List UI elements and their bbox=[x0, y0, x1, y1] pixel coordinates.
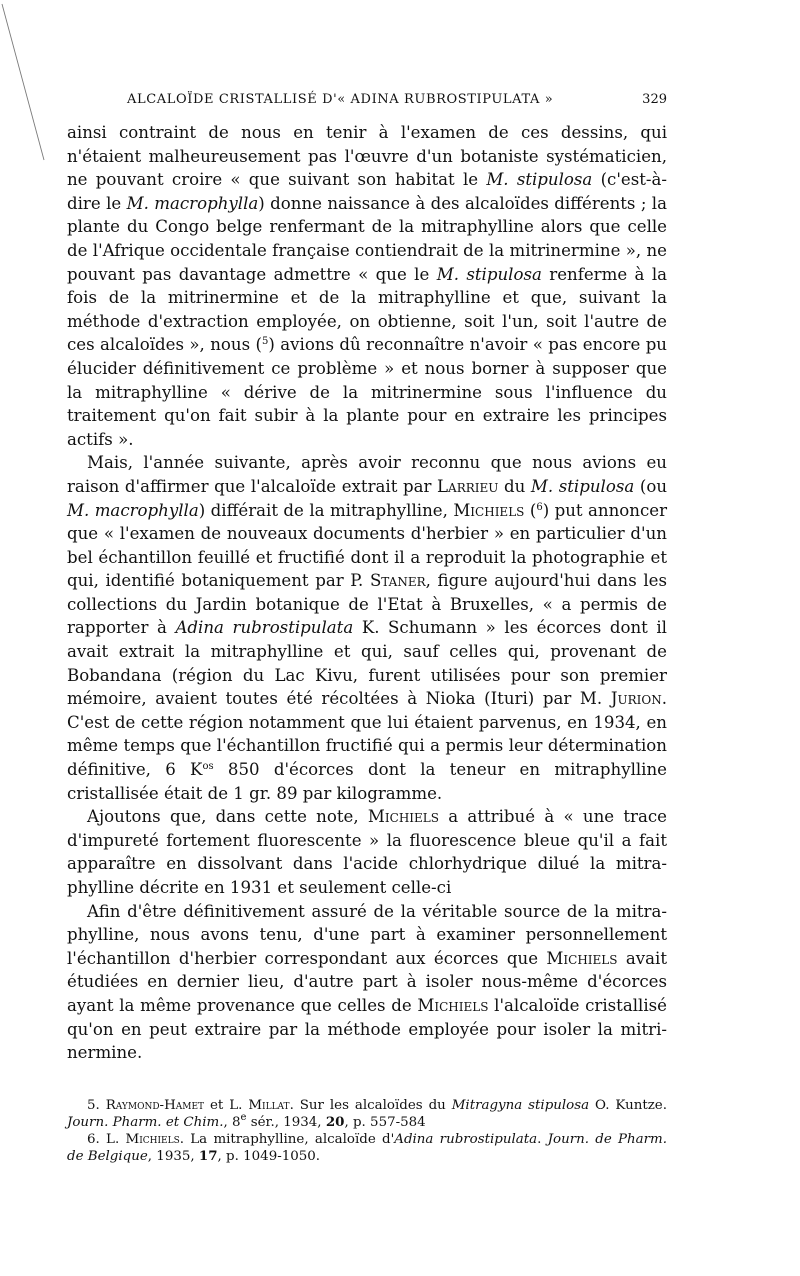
superscript: e bbox=[240, 1111, 247, 1123]
text-run: O. Kuntze. bbox=[589, 1097, 667, 1113]
author-name: Millat bbox=[248, 1097, 290, 1113]
text-run: ainsi contraint de nous en tenir à l'examen de ces dessins, qui n'étaient malheureusement pas l'œuvre d'un botaniste systématicien, ne pouvant croire « que suivant son habitat le bbox=[67, 123, 667, 190]
superscript: os bbox=[202, 761, 214, 773]
author-name: Michiels bbox=[546, 948, 618, 968]
text-run: (c'est-à-dire le bbox=[67, 170, 668, 213]
text-run: 6. L. bbox=[87, 1131, 126, 1147]
species-name: M. stipulosa bbox=[530, 476, 635, 496]
species-name: M. macrophylla bbox=[126, 193, 259, 213]
author-name: Michiels bbox=[453, 500, 525, 520]
paragraph-1 bbox=[67, 121, 667, 451]
journal-title: Journ. Pharm. et Chim. bbox=[67, 1114, 224, 1130]
species-name: M. macrophylla bbox=[67, 500, 199, 520]
author-name: Raymond-Hamet bbox=[105, 1097, 205, 1113]
text-run: du bbox=[498, 476, 531, 496]
text-run: ) avions dû reconnaître n'avoir « pas encore pu élucider définitivement ce problème » et nous borner à supposer que la mitraphylline « dérive de la mitrinermine sous l'influence du traitement qu'on fait subir à la plante pour en extraire les principes actifs ». bbox=[67, 335, 667, 449]
text-run: (ou bbox=[634, 476, 668, 496]
text-run: , 1935, bbox=[147, 1148, 199, 1164]
text-run: ) différait de la mitraphylline, bbox=[198, 500, 454, 520]
text-run: ) donne naissance à des alcaloïdes différents ; la plante du Congo belge renfermant de la mitraphylline alors que celle de l'Afrique occidentale française contiendrait de la mitrinermine », ne pouvant pas davantage admettre « que le bbox=[67, 193, 668, 284]
scan-scratch-mark bbox=[0, 0, 60, 170]
text-run: ) put annoncer que « l'examen de nouveaux documents d'herbier » en particulier d'un bel échantillon feuillé et fructifié dont il a reproduit la photographie et qui, identifié botaniquement par P. bbox=[67, 500, 668, 591]
volume-number: 17 bbox=[198, 1147, 218, 1164]
text-run: , p. 557-584 bbox=[344, 1114, 426, 1130]
text-run: 5. bbox=[87, 1097, 106, 1113]
volume-number: 20 bbox=[325, 1113, 345, 1130]
footnotes bbox=[67, 1097, 667, 1165]
species-name: Adina rubrostipulata bbox=[394, 1131, 538, 1147]
footnote-6 bbox=[67, 1131, 667, 1165]
text-run: a attribué à « une trace d'impureté fortement fluorescente » la fluorescence bleue qu'il a fait apparaître en dissolvant dans l'acide chlorhydrique dilué la mitraphylline décrite en 1931 et seulement celle-ci bbox=[67, 807, 667, 897]
species-name: M. stipulosa bbox=[436, 264, 542, 284]
footnote-5 bbox=[67, 1097, 667, 1131]
author-name: Staner bbox=[369, 571, 426, 591]
species-name: Adina rubrostipulata bbox=[175, 618, 354, 638]
running-title: ALCALOÏDE CRISTALLISÉ D'« ADINA RUBROSTIPULATA » bbox=[127, 92, 554, 107]
text-run: , p. 1049-1050. bbox=[217, 1148, 321, 1164]
text-run: . C'est de cette région notamment que lui étaient parvenus, en 1934, en même temps que l'échantillon fructifié qui a permis leur détermination définitive, 6 K bbox=[67, 689, 667, 780]
text-run: avait étudiées en dernier lieu, d'autre part à isoler nous-même d'écorces ayant la même provenance que celles de bbox=[67, 948, 668, 1015]
paragraph-2 bbox=[67, 451, 667, 805]
text-run: ( bbox=[524, 500, 537, 520]
text-run: 850 d'écorces dont la teneur en mitraphylline cristallisée était de 1 gr. 89 par kilogramme. bbox=[67, 760, 667, 803]
paragraph-4 bbox=[67, 900, 667, 1065]
text-run: Afin d'être définitivement assuré de la véritable source de la mitraphylline, nous avons tenu, d'une part à examiner personnellement l'échantillon d'herbier correspondant aux écorces que bbox=[67, 901, 667, 968]
text-run: K. Schumann » les écorces dont il avait extrait la mitraphylline et qui, sauf celles qui, provenant de Bobandana (région du Lac Kivu, furent utilisées pour son premier mémoire, avaient toutes été récoltées à Nioka (Ituri) par M. bbox=[67, 618, 667, 709]
text-run: sér., 1934, bbox=[246, 1114, 326, 1130]
body-text bbox=[67, 121, 667, 1065]
text-run: Mais, l'année suivante, après avoir reconnu que nous avions eu raison d'affirmer que l'alcaloïde extrait par bbox=[67, 453, 667, 496]
text-run: renferme à la fois de la mitrinermine et de la mitraphylline et que, suivant la méthode d'extraction employée, on obtienne, soit l'un, soit l'autre de ces alcaloïdes », nous ( bbox=[67, 264, 668, 355]
journal-title: Journ. de Pharm. de Belgique bbox=[67, 1131, 667, 1164]
page bbox=[67, 92, 667, 1165]
text-run: , 8 bbox=[223, 1114, 241, 1130]
footnote-ref-5: 5 bbox=[262, 336, 269, 348]
text-run: l'alcaloïde cristallisé qu'on en peut extraire par la méthode employée pour isoler la mitrinermine. bbox=[67, 995, 667, 1063]
text-run: . La mitraphylline, alcaloïde d' bbox=[179, 1131, 395, 1147]
text-run: Ajoutons que, dans cette note, bbox=[87, 807, 368, 827]
text-run: , figure aujourd'hui dans les collections du Jardin botanique de l'Etat à Bruxelles, « a permis de rapporter à bbox=[67, 571, 667, 638]
author-name: Michiels bbox=[125, 1131, 180, 1147]
author-name: Michiels bbox=[367, 807, 439, 827]
page-number: 329 bbox=[642, 92, 667, 107]
author-name: Michiels bbox=[417, 995, 489, 1015]
text-run: et L. bbox=[204, 1097, 249, 1113]
footnote-ref-6: 6 bbox=[536, 501, 543, 513]
species-name: Mitragyna stipulosa bbox=[451, 1097, 590, 1113]
author-name: Larrieu bbox=[437, 476, 499, 496]
running-header bbox=[67, 92, 667, 107]
paragraph-3 bbox=[67, 805, 667, 899]
author-name: Jurion bbox=[610, 689, 662, 709]
species-name: M. stipulosa bbox=[486, 170, 593, 190]
text-run: . bbox=[537, 1131, 548, 1147]
text-run: . Sur les alcaloïdes du bbox=[289, 1097, 452, 1113]
